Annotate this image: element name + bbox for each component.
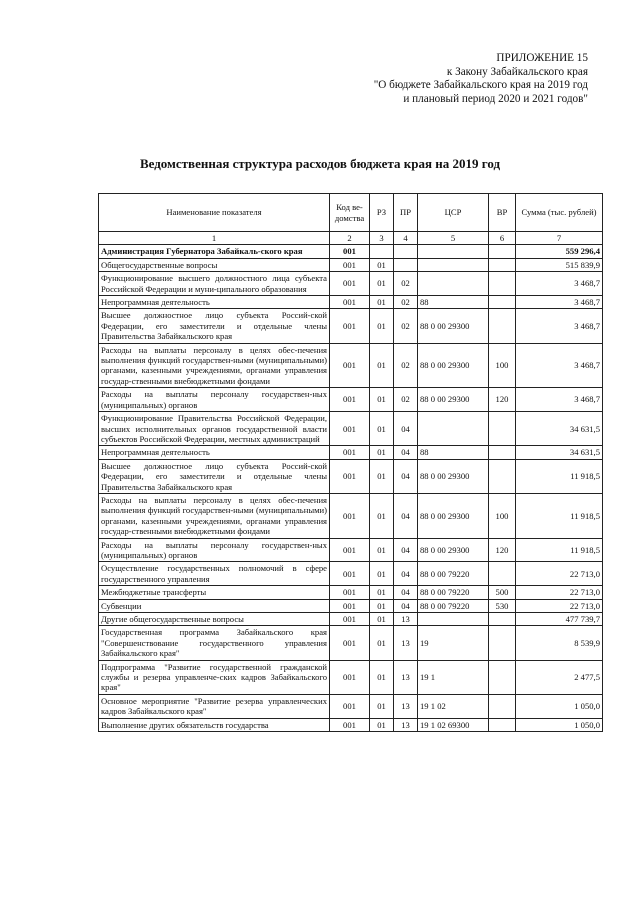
row-vr [489,446,516,459]
column-number: 3 [370,232,394,245]
table-row [99,626,603,660]
row-name: Расходы на выплаты персоналу государствен-ных (муниципальных) органов [99,538,330,562]
row-sum: 477 739,7 [516,613,603,626]
row-csr [418,258,489,271]
row-rz: 01 [370,258,394,271]
row-vr: 530 [489,599,516,612]
header-name: Наименование показателя [99,194,330,232]
row-rz: 01 [370,626,394,660]
row-vr [489,694,516,718]
row-rz: 01 [370,538,394,562]
row-vr [489,660,516,694]
table-row [99,446,603,459]
row-name: Администрация Губернатора Забайкаль-ского края [99,245,330,258]
row-vr [489,296,516,309]
table-row [99,660,603,694]
row-csr: 88 0 00 29300 [418,343,489,388]
row-csr: 88 0 00 79220 [418,562,489,586]
row-code: 001 [330,309,370,343]
row-sum: 559 296,4 [516,245,603,258]
table-header-row [99,194,603,232]
row-csr: 88 0 00 79220 [418,599,489,612]
column-number: 4 [394,232,418,245]
row-name: Непрограммная деятельность [99,446,330,459]
row-name: Расходы на выплаты персоналу в целях обес-печения выполнения функций государствен-ными (муниципальными) органами, казенными учреждениями, органами управления государ-ственными внебюджетными фондами [99,343,330,388]
row-code: 001 [330,258,370,271]
row-sum: 1 050,0 [516,694,603,718]
row-vr: 100 [489,343,516,388]
row-vr [489,258,516,271]
row-code: 001 [330,562,370,586]
row-csr: 88 0 00 79220 [418,586,489,599]
column-number: 2 [330,232,370,245]
row-pr [394,258,418,271]
row-rz: 01 [370,309,394,343]
row-vr [489,626,516,660]
column-number-row [99,232,603,245]
row-vr [489,245,516,258]
row-sum: 22 713,0 [516,586,603,599]
row-vr: 120 [489,388,516,412]
row-code: 001 [330,613,370,626]
row-pr: 04 [394,412,418,446]
table-row [99,538,603,562]
table-row [99,258,603,271]
row-code: 001 [330,718,370,731]
row-sum: 8 539,9 [516,626,603,660]
row-csr [418,245,489,258]
column-number: 7 [516,232,603,245]
row-csr: 88 [418,296,489,309]
header-sum: Сумма (тыс. рублей) [516,194,603,232]
row-csr: 88 0 00 29300 [418,309,489,343]
table-row [99,599,603,612]
row-csr: 88 [418,446,489,459]
row-code: 001 [330,660,370,694]
row-name: Высшее должностное лицо субъекта Россий-ской Федерации, его заместители и отдельные члены Правительства Забайкальского края [99,459,330,493]
row-vr [489,562,516,586]
row-csr: 19 1 02 [418,694,489,718]
column-number: 5 [418,232,489,245]
row-code: 001 [330,459,370,493]
table-row [99,694,603,718]
row-vr [489,309,516,343]
row-csr [418,613,489,626]
row-sum: 3 468,7 [516,309,603,343]
row-code: 001 [330,245,370,258]
row-pr [394,245,418,258]
header-rz: РЗ [370,194,394,232]
row-code: 001 [330,586,370,599]
row-sum: 3 468,7 [516,272,603,296]
header-code: Код ве-домства [330,194,370,232]
row-pr: 04 [394,446,418,459]
row-vr: 100 [489,493,516,538]
row-sum: 2 477,5 [516,660,603,694]
row-rz: 01 [370,412,394,446]
row-name: Выполнение других обязательств государства [99,718,330,731]
column-number: 1 [99,232,330,245]
row-sum: 11 918,5 [516,459,603,493]
row-code: 001 [330,446,370,459]
row-vr [489,459,516,493]
row-name: Подпрограмма "Развитие государственной гражданской службы и резерва управленче-ских кадров Забайкальского края" [99,660,330,694]
row-sum: 3 468,7 [516,388,603,412]
table-row [99,343,603,388]
header-csr: ЦСР [418,194,489,232]
row-code: 001 [330,599,370,612]
row-code: 001 [330,296,370,309]
row-csr: 19 1 [418,660,489,694]
row-sum: 11 918,5 [516,493,603,538]
row-code: 001 [330,412,370,446]
table-row [99,412,603,446]
row-code: 001 [330,493,370,538]
row-pr: 13 [394,613,418,626]
row-sum: 22 713,0 [516,599,603,612]
row-sum: 3 468,7 [516,343,603,388]
row-code: 001 [330,694,370,718]
row-pr: 13 [394,718,418,731]
table-body [99,245,603,732]
row-pr: 13 [394,660,418,694]
header-pr: ПР [394,194,418,232]
appendix-law-title-2: и плановый период 2020 и 2021 годов" [403,92,588,105]
row-sum: 3 468,7 [516,296,603,309]
table-row [99,272,603,296]
row-name: Расходы на выплаты персоналу в целях обес-печения выполнения функций государствен-ными (муниципальными) органами, казенными учреждениями, органами управления государ-ственными внебюджетными фондами [99,493,330,538]
appendix-law-title-1: "О бюджете Забайкальского края на 2019 год [373,79,588,92]
row-pr: 04 [394,459,418,493]
row-rz: 01 [370,446,394,459]
row-code: 001 [330,538,370,562]
row-pr: 02 [394,388,418,412]
row-pr: 04 [394,562,418,586]
row-rz: 01 [370,296,394,309]
table-row [99,493,603,538]
row-vr [489,613,516,626]
row-vr: 500 [489,586,516,599]
appendix-number: ПРИЛОЖЕНИЕ 15 [496,52,588,64]
row-rz: 01 [370,562,394,586]
row-vr [489,412,516,446]
row-pr: 04 [394,599,418,612]
row-rz: 01 [370,343,394,388]
row-pr: 02 [394,309,418,343]
table-row [99,586,603,599]
row-sum: 22 713,0 [516,562,603,586]
table-row [99,296,603,309]
row-csr: 88 0 00 29300 [418,388,489,412]
row-sum: 34 631,5 [516,412,603,446]
table-row [99,718,603,731]
row-name: Общегосударственные вопросы [99,258,330,271]
row-code: 001 [330,272,370,296]
row-rz: 01 [370,272,394,296]
row-pr: 02 [394,272,418,296]
row-name: Другие общегосударственные вопросы [99,613,330,626]
column-number: 6 [489,232,516,245]
row-name: Расходы на выплаты персоналу государствен-ных (муниципальных) органов [99,388,330,412]
row-sum: 34 631,5 [516,446,603,459]
row-csr: 88 0 00 29300 [418,538,489,562]
row-csr: 19 [418,626,489,660]
row-name: Межбюджетные трансферты [99,586,330,599]
row-csr: 88 0 00 29300 [418,459,489,493]
table-row [99,562,603,586]
budget-table [98,193,603,732]
document-title: Ведомственная структура расходов бюджета края на 2019 год [139,156,501,171]
row-name: Государственная программа Забайкальского края "Совершенствование государственного управления Забайкальского края" [99,626,330,660]
row-name: Функционирование Правительства Российской Федерации, высших исполнительных органов государственной власти субъектов Российской Федерации, местных администраций [99,412,330,446]
row-name: Субвенции [99,599,330,612]
row-code: 001 [330,343,370,388]
row-rz: 01 [370,599,394,612]
row-rz: 01 [370,694,394,718]
row-name: Осуществление государственных полномочий в сфере государственного управления [99,562,330,586]
row-pr: 13 [394,694,418,718]
row-pr: 04 [394,493,418,538]
row-code: 001 [330,388,370,412]
row-pr: 02 [394,296,418,309]
appendix-header [288,52,588,106]
table-row [99,245,603,258]
row-sum: 11 918,5 [516,538,603,562]
row-vr [489,718,516,731]
row-vr: 120 [489,538,516,562]
row-rz [370,245,394,258]
row-code: 001 [330,626,370,660]
row-rz: 01 [370,718,394,731]
table-row [99,459,603,493]
row-rz: 01 [370,586,394,599]
row-sum: 1 050,0 [516,718,603,731]
row-vr [489,272,516,296]
appendix-law-ref: к Закону Забайкальского края [446,65,588,78]
row-rz: 01 [370,613,394,626]
row-pr: 13 [394,626,418,660]
row-rz: 01 [370,660,394,694]
row-csr [418,412,489,446]
row-sum: 515 839,9 [516,258,603,271]
row-rz: 01 [370,459,394,493]
table-row [99,613,603,626]
header-vr: ВР [489,194,516,232]
row-name: Основное мероприятие "Развитие резерва управленческих кадров Забайкальского края" [99,694,330,718]
row-csr: 88 0 00 29300 [418,493,489,538]
row-name: Высшее должностное лицо субъекта Россий-ской Федерации, его заместители и отдельные члены Правительства Забайкальского края [99,309,330,343]
row-rz: 01 [370,493,394,538]
row-pr: 04 [394,586,418,599]
row-name: Функционирование высшего должностного лица субъекта Российской Федерации и муни-ципального образования [99,272,330,296]
row-pr: 04 [394,538,418,562]
row-csr [418,272,489,296]
table-row [99,388,603,412]
table-row [99,309,603,343]
row-name: Непрограммная деятельность [99,296,330,309]
row-rz: 01 [370,388,394,412]
row-csr: 19 1 02 69300 [418,718,489,731]
row-pr: 02 [394,343,418,388]
